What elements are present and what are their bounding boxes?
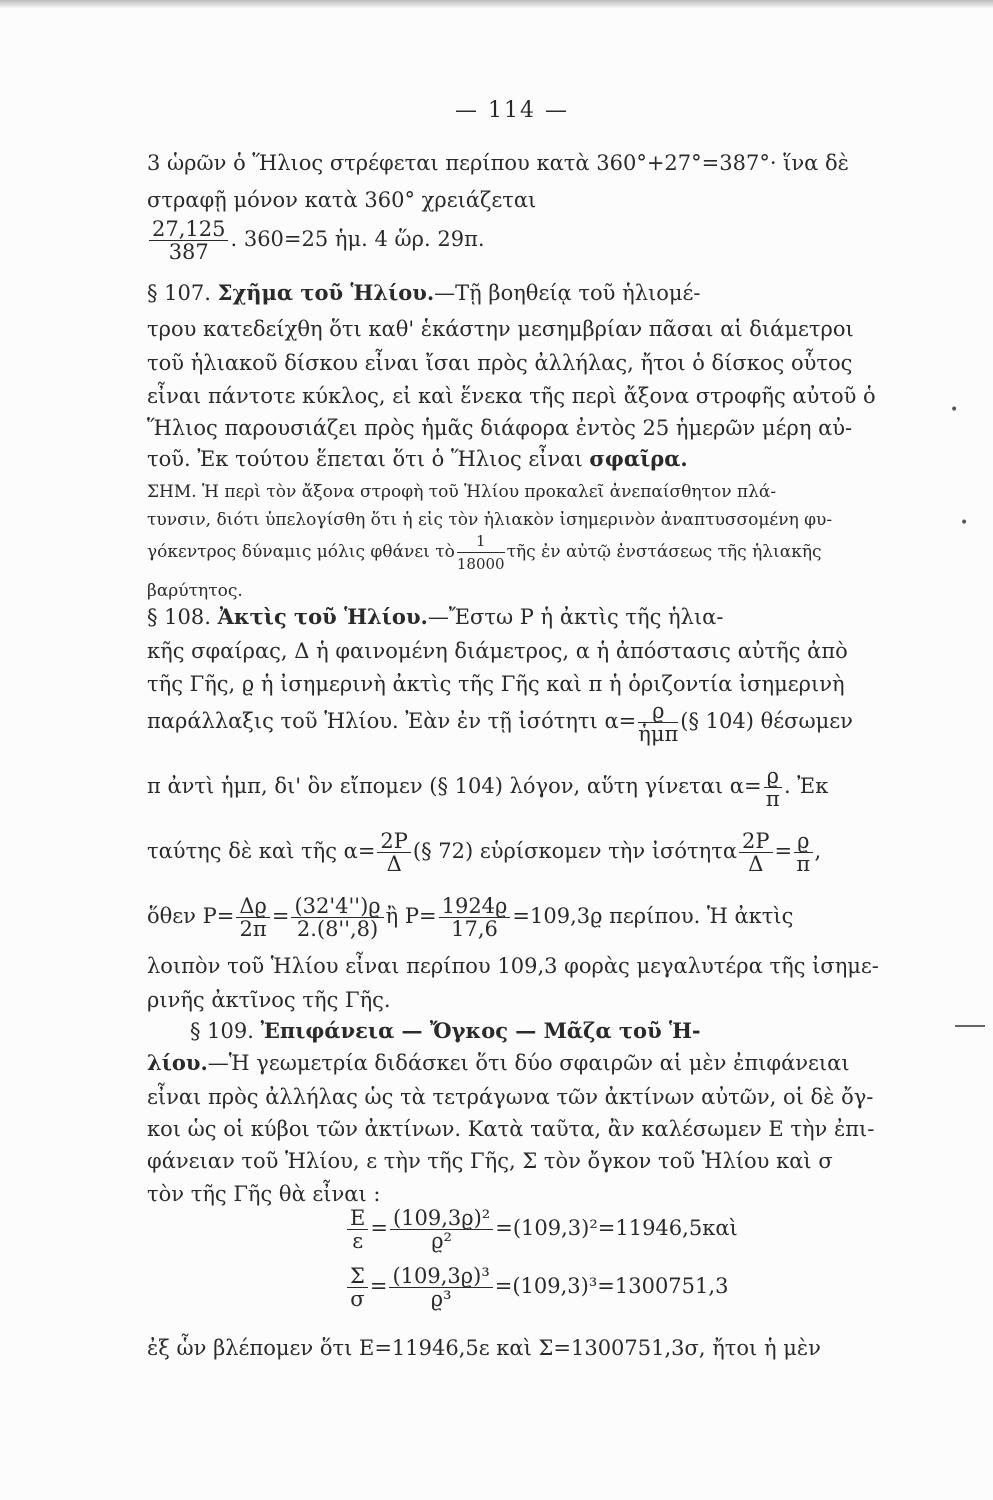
- text-line: ρινῆς ἀκτῖνος τῆς Γῆς.: [147, 988, 391, 1012]
- section-108-heading: § 108. Ἀκτὶς τοῦ Ἡλίου.—Ἔστω Ρ ἡ ἀκτὶς τῆς ἡλια-: [147, 604, 724, 629]
- note-line: ΣΗΜ. Ἡ περὶ τὸν ἄξονα στροφὴ τοῦ Ἡλίου προκαλεῖ ἀνεπαίσθητον πλά-: [147, 482, 777, 502]
- fraction: $\frac{1924ϱ}{17,6}$: [439, 895, 511, 940]
- scan-edge: [0, 0, 993, 8]
- fraction: $\frac{E}{\varepsilon}$: [347, 1207, 368, 1252]
- fraction: $\frac{27,125}{387}$: [149, 218, 228, 263]
- text-line: τῆς Γῆς, ϱ ἡ ἰσημερινὴ ἀκτὶς τῆς Γῆς καὶ π ἡ ὁριζοντία ἰσημερινὴ: [147, 672, 845, 696]
- text-line: τοῦ. Ἐκ τούτου ἕπεται ὅτι ὁ Ἥλιος εἶναι σφαῖρα.: [147, 446, 688, 471]
- fraction: $\frac{(32'4'')ϱ}{2.(8'',8)}$: [291, 895, 383, 940]
- fraction: $\frac{ϱ}{\text{ἡμπ}}$: [638, 699, 679, 746]
- formula-surface: $\frac{E}{\varepsilon}$ = $\frac{\text{(109,3ϱ)²}}{\text{ϱ²}}$ =(109,3)²=11946,5καὶ: [345, 1207, 738, 1252]
- text-line: τὸν τῆς Γῆς θὰ εἶναι :: [147, 1182, 381, 1206]
- note-line: βαρύτητος.: [147, 581, 243, 601]
- scan-speck: •: [960, 515, 969, 531]
- formula-line: ὅθεν Ρ= $\frac{\Delta ϱ}{2\pi}$ = $\frac{(32'4'')ϱ}{2.(8'',8)}$ ἢ Ρ= $\frac{1924ϱ}{17,6}$ =109,3ϱ περίπου. Ἡ ἀκτὶς: [147, 894, 794, 941]
- text-line: στραφῇ μόνον κατὰ 360° χρειάζεται: [147, 188, 537, 212]
- text-line: 3 ὡρῶν ὁ Ἥλιος στρέφεται περίπου κατὰ 360°+27°=387°· ἵνα δὲ: [147, 151, 849, 175]
- text-line: κῆς σφαίρας, Δ ἡ φαινομένη διάμετρος, α ἡ ἀπόστασις αὐτῆς ἀπὸ: [147, 639, 848, 663]
- formula-line: παράλλαξις τοῦ Ἡλίου. Ἐὰν ἐν τῇ ἰσότητι α= $\frac{ϱ}{\text{ἡμπ}}$ (§ 104) θέσωμεν: [147, 699, 853, 746]
- fraction: $\frac{\text{(109,3ϱ)³}}{\text{ϱ³}}$: [389, 1265, 492, 1310]
- text-line: κοι ὡς οἱ κύβοι τῶν ἀκτίνων. Κατὰ ταῦτα, ἂν καλέσωμεν Ε τὴν ἐπι-: [147, 1117, 875, 1141]
- fraction: $\frac{\Delta ϱ}{2\pi}$: [236, 895, 270, 940]
- formula-line: ταύτης δὲ καὶ τῆς α= $\frac{2P}{\Delta}$ (§ 72) εὑρίσκομεν τὴν ἰσότητα $\frac{2P}{\Delta}$ = $\frac{ϱ}{\pi}$ ,: [147, 829, 822, 876]
- note-line: γόκεντρος δύναμις μόλις φθάνει τὸ $\frac{1}{18000}$ τῆς ἐν αὐτῷ ἐνστάσεως τῆς ἡλιακῆς: [147, 532, 822, 573]
- text-line: ἐξ ὧν βλέπομεν ὅτι Ε=11946,5ε καὶ Σ=1300751,3σ, ἤτοι ἡ μὲν: [147, 1336, 821, 1360]
- text-line: λίου.—Ἡ γεωμετρία διδάσκει ὅτι δύο σφαιρῶν αἱ μὲν ἐπιφάνειαι: [147, 1050, 850, 1075]
- fraction: $\frac{ϱ}{\pi}$: [794, 830, 812, 875]
- fraction: $\frac{2P}{\Delta}$: [377, 830, 411, 875]
- page-number: — 114 —: [455, 98, 569, 123]
- scan-mark: [955, 1025, 985, 1027]
- fraction: $\frac{\text{(109,3ϱ)²}}{\text{ϱ²}}$: [390, 1207, 493, 1252]
- formula-volume: $\frac{\Sigma}{\sigma}$ = $\frac{\text{(109,3ϱ)³}}{\text{ϱ³}}$ =(109,3)³=1300751,3: [345, 1265, 728, 1310]
- formula-line: π ἀντὶ ἡμπ, δι' ὃν εἴπομεν (§ 104) λόγον, αὕτη γίνεται α= $\frac{ϱ}{\pi}$ . Ἐκ: [147, 764, 829, 811]
- section-109-heading: § 109. Ἐπιφάνεια — Ὄγκος — Μᾶζα τοῦ Ἡ-: [190, 1018, 701, 1043]
- text-line: εἶναι πάντοτε κύκλος, εἰ καὶ ἕνεκα τῆς περὶ ἄξονα στροφῆς αὐτοῦ ὁ: [147, 384, 876, 408]
- text-line: φάνειαν τοῦ Ἡλίου, ε τὴν τῆς Γῆς, Σ τὸν ὄγκον τοῦ Ἡλίου καὶ σ: [147, 1149, 833, 1173]
- scan-speck: •: [950, 402, 959, 418]
- note-line: τυνσιν, διότι ὑπελογίσθη ὅτι ἡ εἰς τὸν ἡλιακὸν ἰσημερινὸν ἀναπτυσσομένη φυ-: [147, 510, 833, 530]
- fraction: $\frac{\Sigma}{\sigma}$: [347, 1265, 368, 1310]
- fraction: $\frac{2P}{\Delta}$: [739, 830, 773, 875]
- text-line: τοῦ ἡλιακοῦ δίσκου εἶναι ἴσαι πρὸς ἀλλήλας, ἤτοι ὁ δίσκος οὗτος: [147, 351, 853, 375]
- text-line: $\frac{27,125}{387}$ . 360=25 ἡμ. 4 ὥρ. 29π.: [147, 218, 485, 263]
- text-line: εἶναι πρὸς ἀλλήλας ὡς τὰ τετράγωνα τῶν ἀκτίνων αὐτῶν, οἱ δὲ ὄγ-: [147, 1085, 874, 1109]
- fraction: $\frac{1}{18000}$: [456, 532, 505, 573]
- section-107-heading: § 107. Σχῆμα τοῦ Ἡλίου.—Τῇ βοηθείᾳ τοῦ ἡλιομέ-: [147, 280, 701, 305]
- text-line: λοιπὸν τοῦ Ἡλίου εἶναι περίπου 109,3 φορὰς μεγαλυτέρα τῆς ἰσημε-: [147, 954, 879, 978]
- text-line: Ἥλιος παρουσιάζει πρὸς ἡμᾶς διάφορα ἐντὸς 25 ἡμερῶν μέρη αὐ-: [147, 416, 853, 440]
- fraction: $\frac{ϱ}{\pi}$: [764, 765, 782, 810]
- text-line: τρου κατεδείχθη ὅτι καθ' ἑκάστην μεσημβρίαν πᾶσαι αἱ διάμετροι: [147, 317, 854, 341]
